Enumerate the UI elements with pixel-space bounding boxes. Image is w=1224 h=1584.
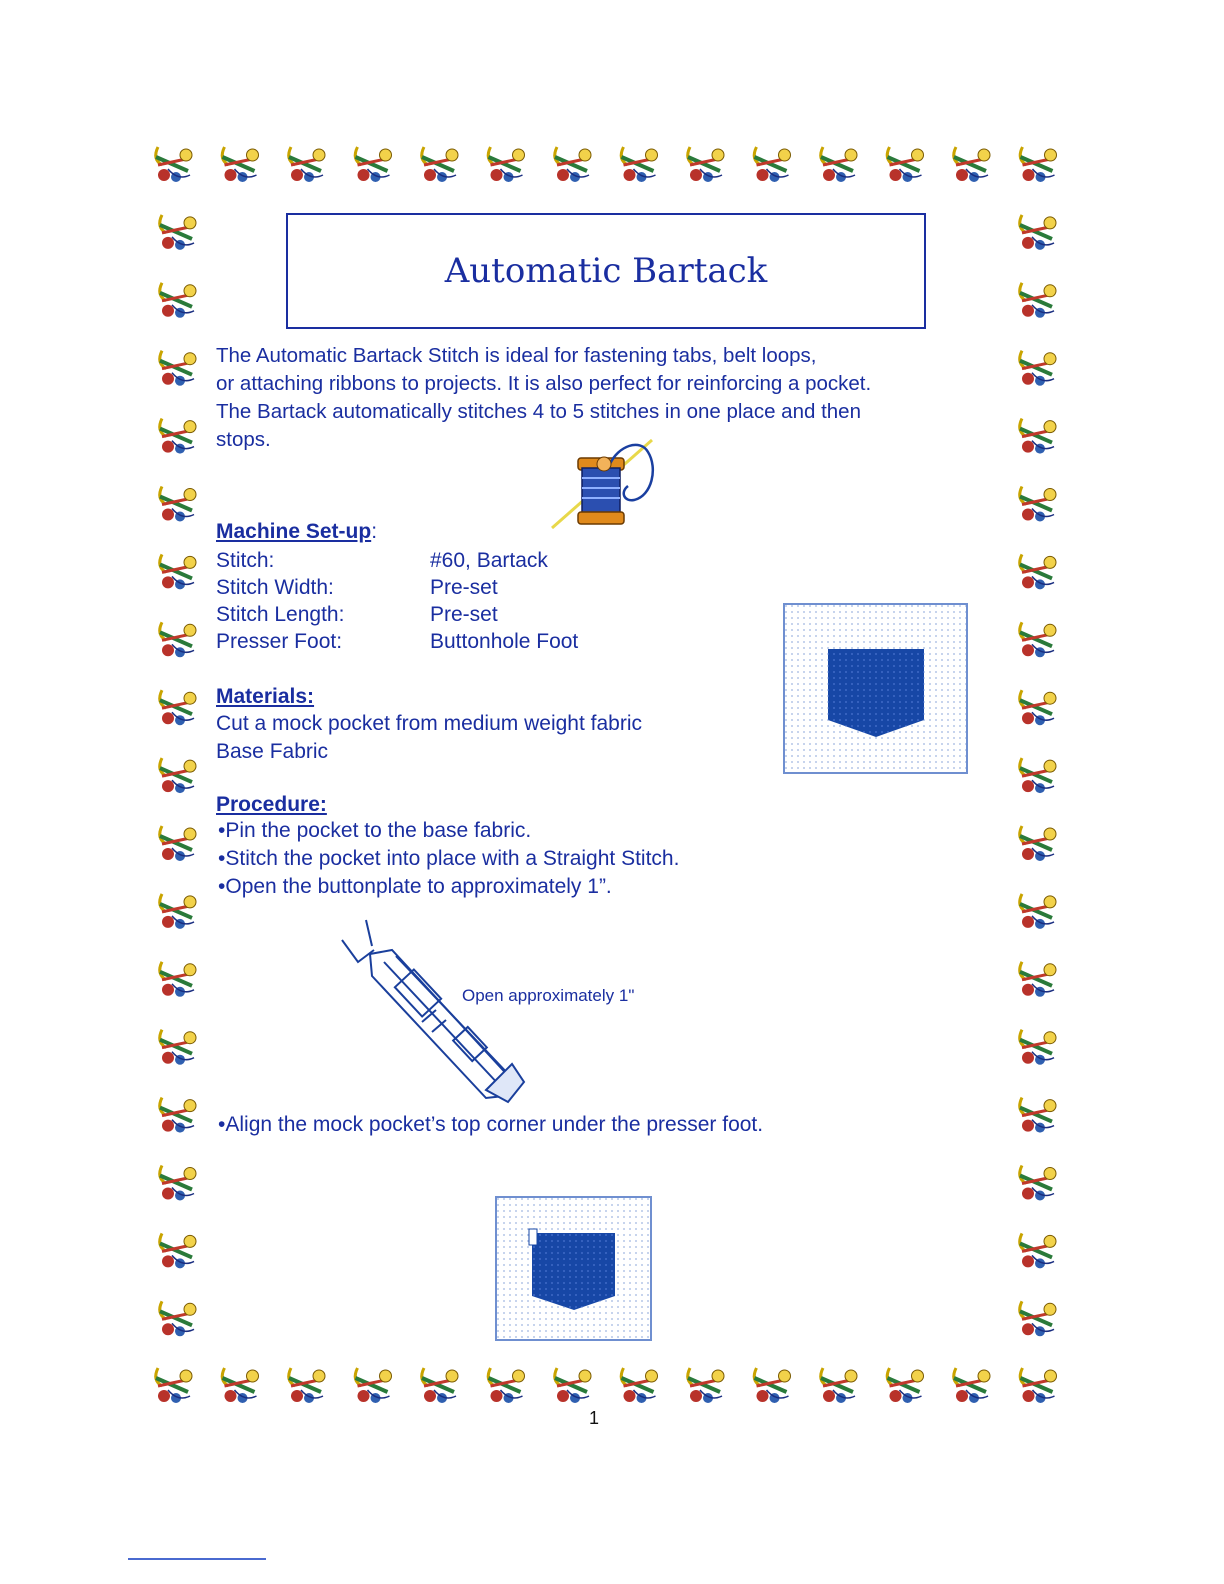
- sewing-motif-icon: [160, 1098, 196, 1133]
- illustration-caption: Open approximately 1": [462, 986, 635, 1005]
- sewing-motif-icon: [160, 1301, 196, 1336]
- sewing-motif-icon: [1020, 147, 1056, 182]
- sewing-motif-icon: [160, 351, 196, 386]
- sewing-motif-icon: [1020, 1233, 1056, 1268]
- setup-label: Stitch Length:: [216, 603, 345, 626]
- setup-label: Stitch Width:: [216, 576, 334, 599]
- setup-label: Presser Foot:: [216, 630, 343, 653]
- intro-line: or attaching ribbons to projects. It is also perfect for reinforcing a pocket.: [216, 372, 872, 395]
- procedure-heading: Procedure:: [216, 793, 327, 816]
- setup-value: #60, Bartack: [430, 549, 548, 572]
- sewing-motif-icon: [954, 1368, 990, 1403]
- sewing-motif-icon: [160, 826, 196, 861]
- sewing-motif-icon: [954, 147, 990, 182]
- sewing-motif-icon: [289, 147, 325, 182]
- sewing-motif-icon: [160, 1030, 196, 1065]
- sewing-motif-icon: [1020, 758, 1056, 793]
- sewing-motif-icon: [1020, 1301, 1056, 1336]
- buttonhole-foot-illustration: [336, 914, 536, 1104]
- procedure-step-text: Pin the pocket to the base fabric.: [225, 819, 532, 842]
- procedure-step-text: Align the mock pocket’s top corner under the presser foot.: [225, 1113, 764, 1136]
- sewing-motif-icon: [488, 147, 524, 182]
- sewing-motif-icon: [160, 622, 196, 657]
- sewing-motif-icon: [355, 147, 391, 182]
- sewing-motif-icon: [160, 215, 196, 250]
- sewing-motif-icon: [1020, 894, 1056, 929]
- sewing-motif-icon: [222, 1368, 258, 1403]
- bullet-icon: •: [218, 819, 226, 842]
- procedure-step: [218, 847, 679, 871]
- procedure-final-step: [218, 1113, 763, 1137]
- sewing-motif-icon: [887, 1368, 923, 1403]
- sewing-motif-icon: [1020, 1166, 1056, 1201]
- sewing-motif-icon: [555, 147, 591, 182]
- pocket-alignment-illustration: [495, 1196, 653, 1342]
- sewing-motif-icon: [621, 1368, 657, 1403]
- sewing-motif-icon: [222, 147, 258, 182]
- sewing-motif-icon: [156, 1368, 192, 1403]
- sewing-motif-icon: [289, 1368, 325, 1403]
- footer-divider: [128, 1558, 266, 1560]
- setup-value: Pre-set: [430, 576, 498, 599]
- materials-heading: Materials:: [216, 685, 315, 708]
- sewing-motif-icon: [621, 147, 657, 182]
- thread-spool-icon: [548, 436, 664, 532]
- sewing-motif-icon: [160, 554, 196, 589]
- sewing-motif-icon: [1020, 962, 1056, 997]
- sewing-motif-icon: [160, 1233, 196, 1268]
- sewing-motif-icon: [355, 1368, 391, 1403]
- setup-label: Stitch:: [216, 549, 275, 572]
- sewing-motif-icon: [1020, 622, 1056, 657]
- materials-heading-wrap: [216, 685, 314, 709]
- intro-line: The Automatic Bartack Stitch is ideal for fastening tabs, belt loops,: [216, 344, 817, 367]
- page-number: 1: [589, 1408, 600, 1428]
- sewing-motif-icon: [160, 1166, 196, 1201]
- sewing-motif-icon: [160, 419, 196, 454]
- sewing-motif-icon: [488, 1368, 524, 1403]
- setup-value: Buttonhole Foot: [430, 630, 579, 653]
- sewing-motif-icon: [887, 147, 923, 182]
- sewing-motif-icon: [160, 487, 196, 522]
- setup-heading-wrap: Machine Set-up:: [216, 520, 378, 543]
- sewing-motif-icon: [1020, 1368, 1056, 1403]
- sewing-motif-icon: [754, 147, 790, 182]
- bullet-icon: •: [218, 875, 226, 898]
- sewing-motif-icon: [754, 1368, 790, 1403]
- materials-item: Base Fabric: [216, 740, 329, 763]
- procedure-step: [218, 875, 612, 899]
- procedure-step: [218, 819, 531, 843]
- sewing-motif-icon: [160, 283, 196, 318]
- sewing-motif-icon: [1020, 826, 1056, 861]
- procedure-heading-wrap: [216, 793, 327, 817]
- page-title: Automatic Bartack: [444, 251, 768, 291]
- sewing-motif-icon: [688, 1368, 724, 1403]
- sewing-motif-icon: [1020, 215, 1056, 250]
- sewing-motif-icon: [1020, 1098, 1056, 1133]
- materials-item: Cut a mock pocket from medium weight fabric: [216, 712, 642, 735]
- sewing-motif-icon: [1020, 1030, 1056, 1065]
- bullet-icon: •: [218, 847, 226, 870]
- sewing-motif-icon: [688, 147, 724, 182]
- procedure-step-text: Open the buttonplate to approximately 1”.: [225, 875, 612, 898]
- sewing-motif-icon: [821, 147, 857, 182]
- title-box: [286, 213, 926, 329]
- sewing-motif-icon: [160, 690, 196, 725]
- setup-heading: Machine Set-up: [216, 520, 372, 543]
- sewing-motif-icon: [555, 1368, 591, 1403]
- sewing-motif-icon: [422, 1368, 458, 1403]
- pocket-illustration: [783, 603, 969, 775]
- setup-value: Pre-set: [430, 603, 498, 626]
- sewing-motif-icon: [1020, 419, 1056, 454]
- sewing-motif-icon: [1020, 351, 1056, 386]
- sewing-motif-icon: [156, 147, 192, 182]
- sewing-motif-icon: [160, 962, 196, 997]
- sewing-motif-icon: [160, 758, 196, 793]
- sewing-motif-icon: [160, 894, 196, 929]
- bullet-icon: •: [218, 1113, 226, 1136]
- sewing-motif-icon: [1020, 283, 1056, 318]
- intro-line: The Bartack automatically stitches 4 to 5 stitches in one place and then: [216, 400, 861, 423]
- procedure-step-text: Stitch the pocket into place with a Straight Stitch.: [225, 847, 680, 870]
- sewing-motif-icon: [821, 1368, 857, 1403]
- sewing-motif-icon: [1020, 690, 1056, 725]
- sewing-motif-icon: [422, 147, 458, 182]
- sewing-motif-icon: [1020, 554, 1056, 589]
- intro-line: stops.: [216, 428, 271, 451]
- sewing-motif-icon: [1020, 487, 1056, 522]
